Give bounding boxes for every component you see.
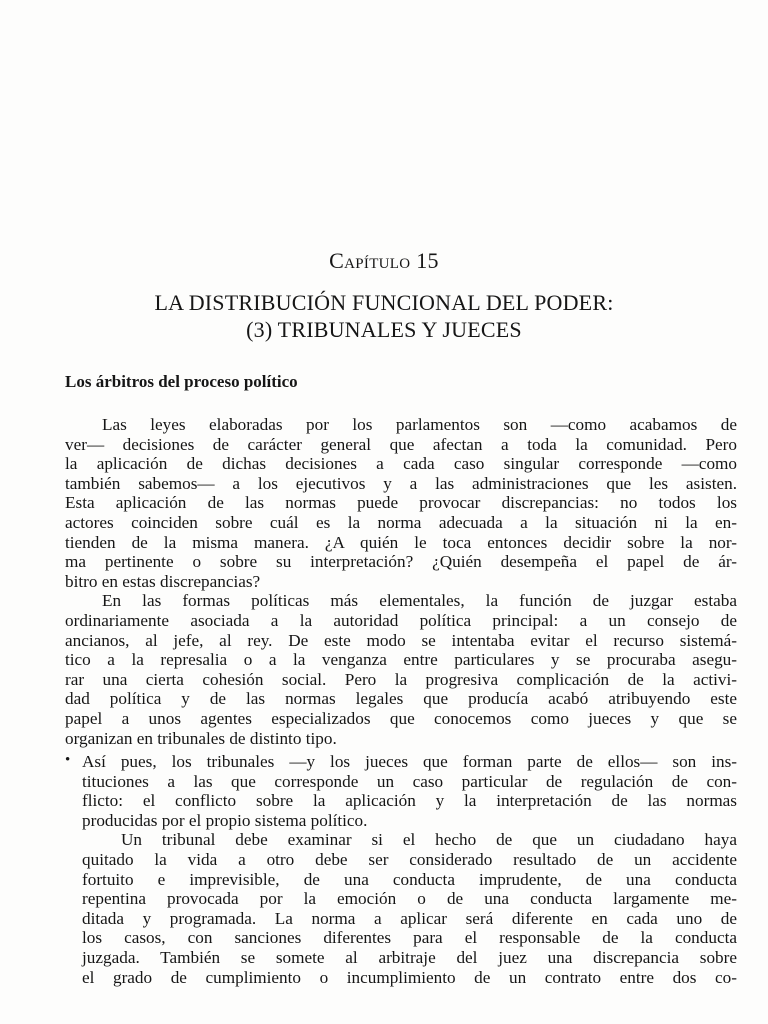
chapter-label-smallcaps: apítulo [344,248,411,273]
paragraph-2 [65,591,737,748]
text-line: quitado la vida a otro debe ser considerado resultado de un accidente [82,849,737,869]
text-line: Así pues, los tribunales —y los jueces que forman parte de ellos— son ins- [82,752,737,771]
text-line: tienden de la misma manera. ¿A quién le toca entonces decidir sobre la nor- [65,532,737,552]
text-line: repentina provocada por la emoción o de una conducta largamente me- [82,889,737,909]
text-line: tico a la represalia o a la venganza entre particulares y se procuraba asegu- [65,650,737,670]
text-line: juzgada. También se somete al arbitraje del juez una discrepancia sobre [82,947,737,967]
text-line: actores coinciden sobre cuál es la norma adecuada a la situación ni la en- [65,512,737,532]
paragraph-4 [65,830,737,987]
text-block-1 [65,415,737,748]
text-line: Esta aplicación de las normas puede provocar discrepancias: no todos los [65,493,737,513]
text-line: los casos, con sanciones diferentes para el responsable de la conducta [82,928,737,948]
text-line: tituciones a las que corresponde un caso particular de regulación de con- [82,771,737,791]
text-line: rar una cierta cohesión social. Pero la progresiva complicación de la activi- [65,669,737,689]
text-line: organizan en tribunales de distinto tipo. [65,728,337,748]
text-line: también sabemos— a los ejecutivos y a las administraciones que les asisten. [65,473,737,493]
bullet-marker: • [65,752,71,768]
text-line: papel a unos agentes especializados que conocemos como jueces y que se [65,708,737,728]
text-line: ma pertinente o sobre su interpretación? ¿Quién desempeña el papel de ár- [65,552,737,572]
text-line: dad política y de las normas legales que producía acabó atribuyendo este [65,689,737,709]
paragraph-1 [65,415,737,591]
text-line: ordinariamente asociada a la autoridad política principal: a un consejo de [65,610,737,630]
text-line: fortuito e imprevisible, de una conducta imprudente, de una conducta [82,869,737,889]
text-line: el grado de cumplimiento o incumplimiento de un contrato entre dos co- [82,967,737,987]
text-line: ver— decisiones de carácter general que afectan a toda la comunidad. Pero [65,434,737,454]
chapter-label-number: 15 [416,248,439,273]
paragraph-3 [65,752,737,830]
text-line: ditada y programada. La norma a aplicar será diferente en cada uno de [82,908,737,928]
text-line: la aplicación de dichas decisiones a cada caso singular corresponde —como [65,454,737,474]
section-heading: Los árbitros del proceso político [65,372,298,391]
text-block-2 [65,752,737,987]
chapter-number [0,248,768,274]
chapter-title-line-2: (3) TRIBUNALES Y JUECES [246,317,522,342]
text-line: producidas por el propio sistema político. [82,810,368,830]
text-line: flicto: el conflicto sobre la aplicación y la interpretación de las normas [82,791,737,811]
text-line: bitro en estas discrepancias? [65,571,261,591]
text-line: ancianos, al jefe, al rey. De este modo se intentaba evitar el recurso sistemá- [65,630,737,650]
text-line: Un tribunal debe examinar si el hecho de que un ciudadano haya [121,830,737,850]
text-line: Las leyes elaboradas por los parlamentos son —como acabamos de [102,415,737,434]
chapter-title-line-1: LA DISTRIBUCIÓN FUNCIONAL DEL PODER: [154,290,614,315]
chapter-title [0,289,768,343]
text-line: En las formas políticas más elementales, la función de juzgar estaba [102,591,737,611]
chapter-label-prefix: C [329,248,345,273]
